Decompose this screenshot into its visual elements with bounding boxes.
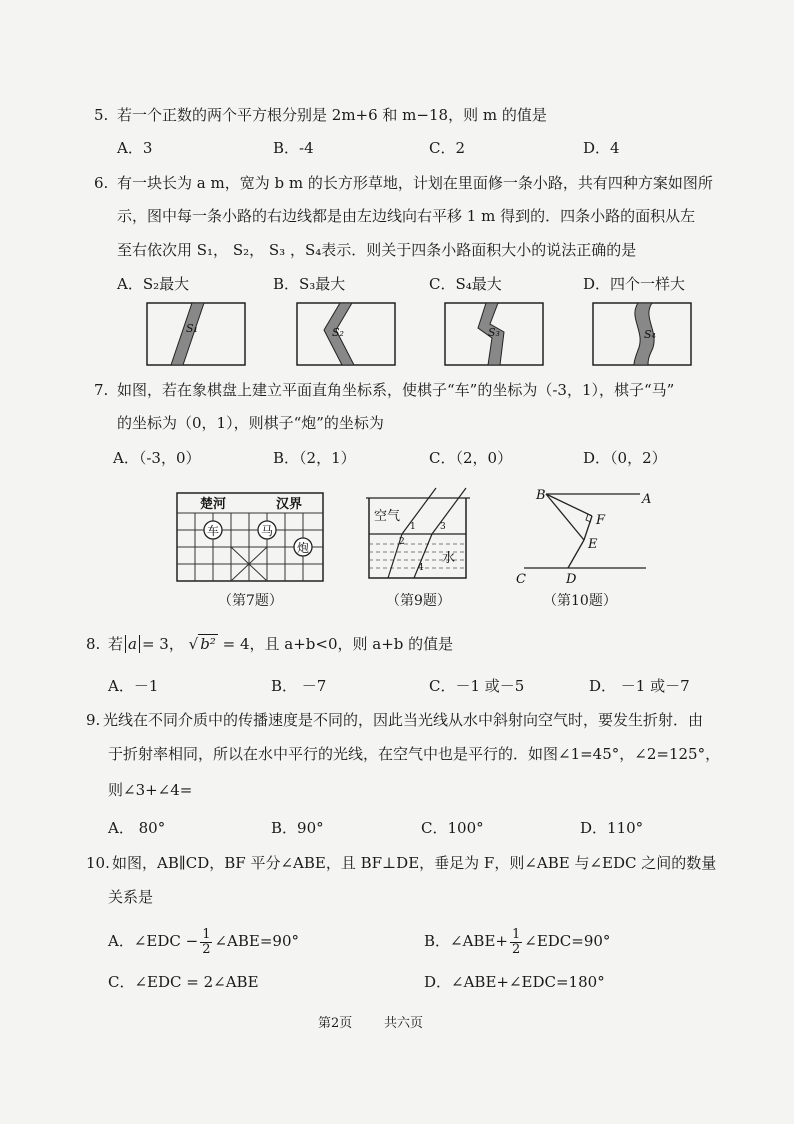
q10-number: 10. bbox=[86, 854, 110, 872]
fig7-piece-pao-label: 炮 bbox=[297, 541, 310, 555]
q7-option-d: D．（0，2） bbox=[583, 449, 667, 467]
q10-option-a-post: ∠ABE=90° bbox=[214, 932, 300, 950]
fig9-air-label: 空气 bbox=[374, 509, 401, 524]
q8-stem-a: 若 bbox=[108, 635, 124, 653]
fig10-point-f: F bbox=[596, 513, 606, 528]
q6-option-a: A．S₂最大 bbox=[117, 275, 190, 293]
q6-number: 6. bbox=[94, 174, 109, 192]
q5-stem: 若一个正数的两个平方根分别是 2m+6 和 m−18，则 m 的值是 bbox=[117, 106, 547, 124]
fig10-point-a: A bbox=[642, 492, 652, 507]
q9-option-b: B．90° bbox=[271, 819, 324, 837]
q10-frac-num-a: 1 bbox=[202, 926, 211, 942]
q7-option-a: A．（-3，0） bbox=[113, 449, 201, 467]
q5-option-a: A．3 bbox=[117, 139, 153, 157]
q6-option-d: D．四个一样大 bbox=[583, 275, 686, 293]
q7-option-c: C．（2，0） bbox=[429, 449, 513, 467]
q6-line3: 至右依次用 S₁， S₂， S₃ ，S₄表示．则关于四条小路面积大小的说法正确的是 bbox=[117, 241, 637, 259]
fig10-point-b: B bbox=[536, 488, 546, 503]
fig10-point-e: E bbox=[588, 537, 598, 552]
q10-option-a bbox=[108, 924, 299, 958]
q5-option-d: D．4 bbox=[583, 139, 620, 157]
q6-fig3-label: S₃ bbox=[488, 326, 500, 339]
q5-number: 5. bbox=[94, 106, 109, 124]
q10-option-b bbox=[424, 924, 610, 958]
footer-page-number: 第2页 bbox=[318, 1016, 353, 1031]
q8-stem-c: = 4，且 a+b<0，则 a+b 的值是 bbox=[222, 635, 454, 653]
q6-fig1-label: S₁ bbox=[186, 322, 198, 335]
q8-option-a: A．－1 bbox=[108, 677, 159, 695]
fig9-angle-1: 1 bbox=[410, 522, 416, 532]
q7-line2: 的坐标为（0，1），则棋子“炮”的坐标为 bbox=[117, 414, 384, 432]
q10-line2: 关系是 bbox=[108, 888, 154, 906]
q9-option-c: C．100° bbox=[421, 819, 484, 837]
fig9-angle-4: 4 bbox=[418, 563, 424, 573]
q9-line3: 则∠3+∠4= bbox=[108, 781, 193, 799]
fig9-water-label: 水 bbox=[442, 551, 456, 566]
fig9-angle-3: 3 bbox=[440, 522, 446, 532]
fig9-refraction bbox=[366, 486, 476, 586]
q10-line1: 如图，AB∥CD，BF 平分∠ABE，且 BF⊥DE，垂足为 F，则∠ABE 与∠EDC 之间的数量 bbox=[112, 854, 717, 872]
q10-option-b-frac bbox=[510, 928, 522, 957]
q6-figure-4 bbox=[592, 302, 692, 366]
q6-line2: 示，图中每一条小路的右边线都是由左边线向右平移 1 m 得到的．四条小路的面积从左 bbox=[117, 207, 696, 225]
fig10-point-c: C bbox=[516, 572, 526, 587]
q8-option-b: B． －7 bbox=[271, 677, 327, 695]
q10-option-a-pre: A．∠EDC − bbox=[108, 932, 199, 950]
fig10-caption: （第10题） bbox=[543, 593, 617, 609]
fig10-point-d: D bbox=[566, 572, 577, 587]
q8-sqrt: b² bbox=[200, 635, 216, 653]
q8-stem-b: = 3， bbox=[141, 635, 184, 653]
q6-figure-1 bbox=[146, 302, 246, 366]
q9-line2: 于折射率相同，所以在水中平行的光线，在空气中也是平行的．如图∠1=45°，∠2=125°， bbox=[108, 745, 721, 763]
q8-option-c: C．－1 或－5 bbox=[429, 677, 525, 695]
q6-figure-3 bbox=[444, 302, 544, 366]
q9-number: 9. bbox=[86, 711, 101, 729]
q9-option-a: A． 80° bbox=[108, 819, 166, 837]
q5-option-b: B．-4 bbox=[273, 139, 314, 157]
q10-frac-num-b: 1 bbox=[511, 926, 521, 942]
q7-option-b: B．（2，1） bbox=[273, 449, 356, 467]
fig9-caption: （第9题） bbox=[386, 593, 451, 609]
q9-option-d: D．110° bbox=[580, 819, 644, 837]
fig9-angle-2: 2 bbox=[399, 537, 405, 547]
q7-line1: 如图，若在象棋盘上建立平面直角坐标系，使棋子“车”的坐标为（-3，1），棋子“马” bbox=[117, 381, 675, 399]
q9-line1: 光线在不同介质中的传播速度是不同的，因此当光线从水中斜射向空气时，要发生折射．由 bbox=[103, 711, 704, 729]
q7-number: 7. bbox=[94, 381, 109, 399]
q6-option-c: C．S₄最大 bbox=[429, 275, 502, 293]
fig10-geometry bbox=[512, 484, 662, 588]
q10-frac-den-a: 2 bbox=[202, 941, 211, 957]
fig7-caption: （第7题） bbox=[218, 593, 283, 609]
footer-total-pages: 共六页 bbox=[384, 1016, 424, 1031]
q8-abs-a: a bbox=[125, 635, 140, 653]
q6-fig2-label: S₂ bbox=[332, 326, 344, 339]
q10-option-c: C．∠EDC = 2∠ABE bbox=[108, 973, 259, 991]
q8-number: 8. bbox=[86, 635, 101, 653]
fig7-chessboard bbox=[176, 492, 324, 582]
q6-figure-2 bbox=[296, 302, 396, 366]
q10-option-d: D．∠ABE+∠EDC=180° bbox=[424, 973, 605, 991]
fig7-river-left: 楚河 bbox=[200, 497, 227, 512]
q10-option-a-frac bbox=[200, 928, 212, 957]
q6-fig4-label: S₄ bbox=[644, 328, 656, 341]
q8-option-d: D． －1 或－7 bbox=[589, 677, 690, 695]
q6-option-b: B．S₃最大 bbox=[273, 275, 346, 293]
q8-stem: 若 a = 3， √ b² = 4，且 a+b<0，则 a+b 的值是 bbox=[108, 635, 454, 653]
fig7-river-right: 汉界 bbox=[276, 497, 303, 512]
q10-option-b-pre: B．∠ABE+ bbox=[424, 932, 508, 950]
q10-frac-den-b: 2 bbox=[511, 941, 521, 957]
q5-option-c: C．2 bbox=[429, 139, 466, 157]
q10-option-b-post: ∠EDC=90° bbox=[524, 932, 611, 950]
fig7-piece-che-label: 车 bbox=[207, 524, 220, 538]
fig7-piece-ma-label: 马 bbox=[261, 524, 274, 538]
q6-line1: 有一块长为 a m，宽为 b m 的长方形草地，计划在里面修一条小路，共有四种方案如图所 bbox=[117, 174, 713, 192]
